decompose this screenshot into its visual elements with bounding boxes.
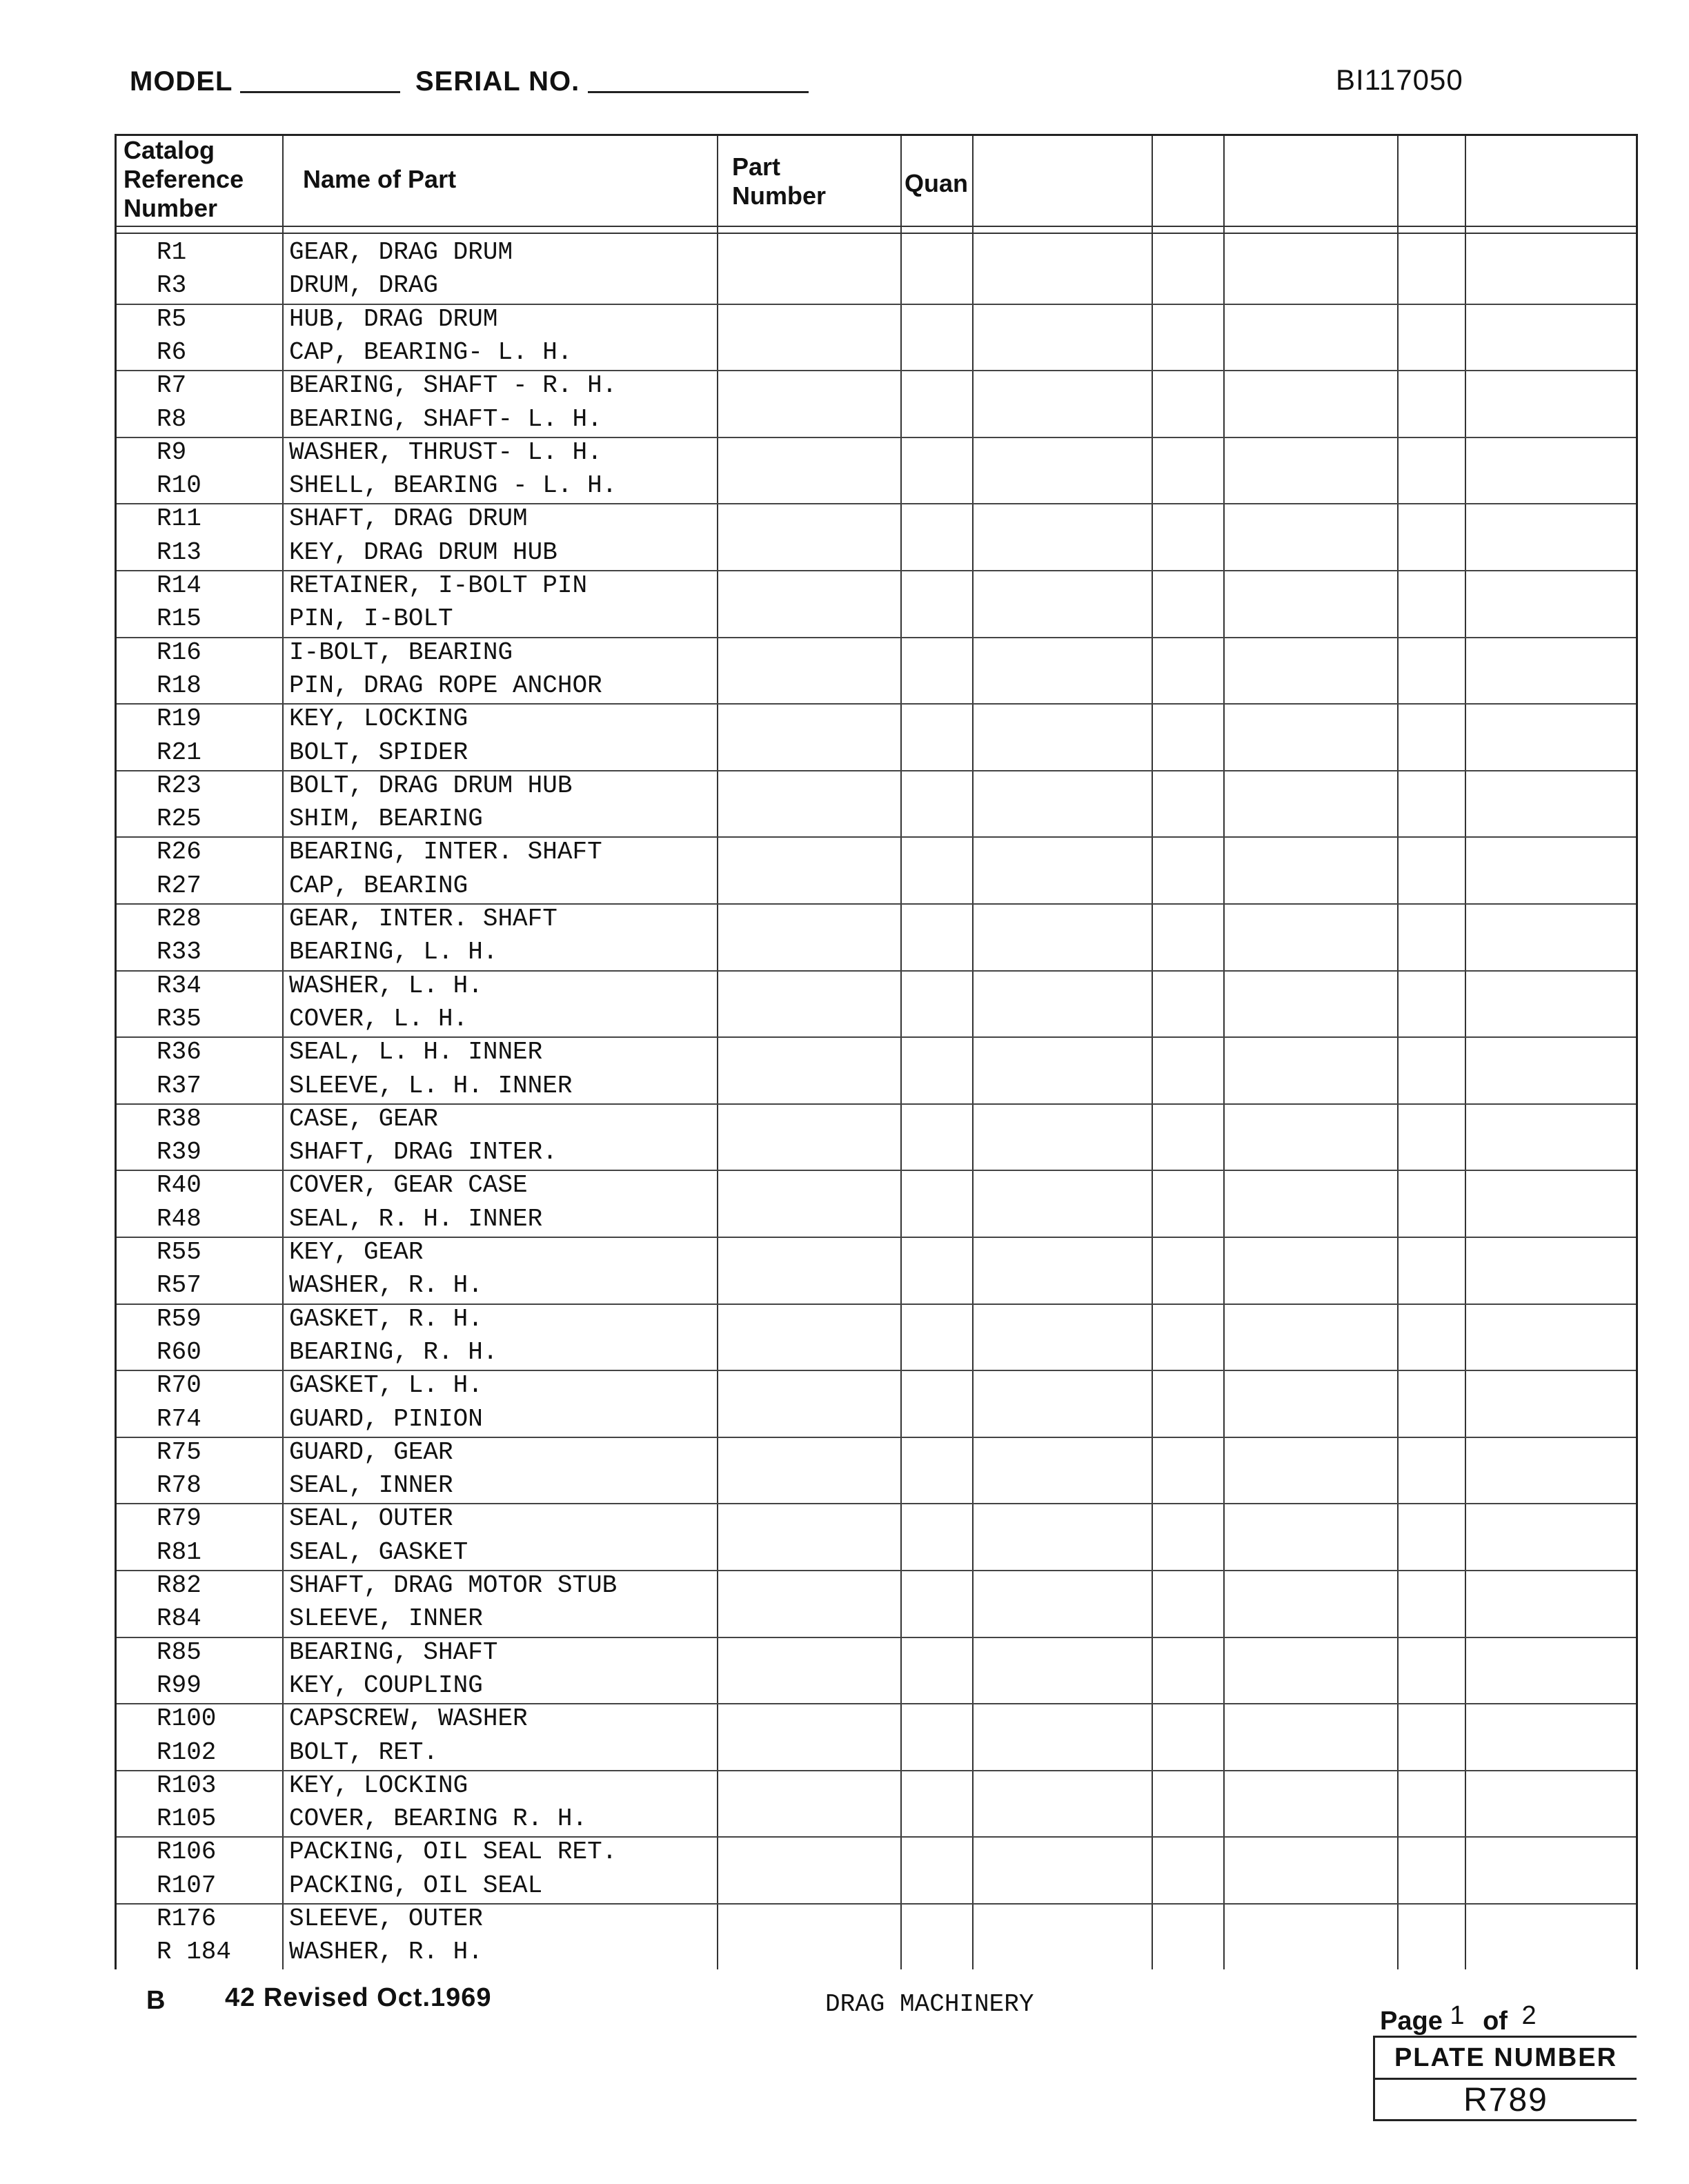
part-name: BEARING, SHAFT- L. H. [289, 404, 602, 433]
part-name: BOLT, SPIDER [289, 738, 468, 767]
row-group-rule [117, 1103, 1636, 1105]
part-name: SEAL, GASKET [289, 1537, 468, 1566]
row-group-rule [117, 437, 1636, 438]
catalog-ref: R25 [157, 805, 201, 834]
part-name: GUARD, PINION [289, 1404, 483, 1433]
model-label: MODEL [130, 66, 233, 97]
part-name: WASHER, L. H. [289, 971, 483, 1000]
column-divider [1223, 136, 1225, 1969]
part-name: KEY, LOCKING [289, 705, 468, 734]
catalog-ref: R13 [157, 538, 201, 567]
catalog-ref: R106 [157, 1838, 217, 1867]
catalog-ref: R82 [157, 1571, 201, 1600]
catalog-ref: R3 [157, 271, 187, 300]
document-number: BI117050 [1336, 63, 1463, 96]
part-name: BEARING, SHAFT - R. H. [289, 371, 618, 400]
part-name: KEY, COUPLING [289, 1671, 483, 1700]
part-name: KEY, DRAG DRUM HUB [289, 538, 557, 567]
catalog-ref: R176 [157, 1905, 217, 1933]
catalog-ref: R34 [157, 971, 201, 1000]
part-name: I-BOLT, BEARING [289, 638, 513, 667]
part-name: HUB, DRAG DRUM [289, 304, 498, 333]
column-header-ref-line: Number [124, 194, 218, 222]
plate-number-value: R789 [1463, 2082, 1548, 2118]
catalog-ref: R33 [157, 938, 201, 967]
row-group-rule [117, 1703, 1636, 1704]
catalog-ref: R18 [157, 671, 201, 700]
catalog-ref: R9 [157, 437, 187, 466]
page-total: 2 [1521, 2001, 1537, 2030]
row-group-rule [117, 770, 1636, 771]
part-name: COVER, L. H. [289, 1004, 468, 1033]
catalog-ref: R5 [157, 304, 187, 333]
part-name: BOLT, RET. [289, 1738, 439, 1767]
catalog-ref: R11 [157, 504, 201, 533]
row-group-rule [117, 836, 1636, 838]
page-indicator [1380, 2001, 1537, 2036]
serial-field-line [588, 91, 809, 93]
part-name: BEARING, R. H. [289, 1337, 498, 1366]
column-header-part-number-line: Number [732, 181, 827, 210]
part-name: SHIM, BEARING [289, 805, 483, 834]
catalog-ref: R105 [157, 1804, 217, 1833]
part-name: CAPSCREW, WASHER [289, 1704, 528, 1733]
part-name: SHAFT, DRAG MOTOR STUB [289, 1571, 618, 1600]
row-group-rule [117, 1170, 1636, 1171]
catalog-ref: R103 [157, 1771, 217, 1800]
catalog-ref: R57 [157, 1271, 201, 1300]
column-divider [1397, 136, 1399, 1969]
column-divider [282, 136, 284, 1969]
row-group-rule [117, 1237, 1636, 1238]
column-divider [717, 136, 718, 1969]
part-name: RETAINER, I-BOLT PIN [289, 571, 588, 600]
catalog-ref: R27 [157, 871, 201, 900]
page-current: 1 [1450, 2001, 1465, 2030]
row-group-rule [117, 1370, 1636, 1371]
row-group-rule [117, 370, 1636, 371]
part-name: CAP, BEARING [289, 871, 468, 900]
plate-number-box [1373, 2036, 1637, 2121]
row-group-rule [117, 1903, 1636, 1905]
page-word: Page [1380, 2007, 1443, 2036]
part-name: CASE, GEAR [289, 1104, 439, 1133]
catalog-ref: R1 [157, 238, 187, 266]
plate-number-label: PLATE NUMBER [1375, 2038, 1637, 2080]
part-name: PACKING, OIL SEAL RET. [289, 1838, 618, 1867]
header-rule [117, 233, 1636, 234]
part-name: WASHER, R. H. [289, 1271, 483, 1300]
part-name: GEAR, DRAG DRUM [289, 238, 513, 266]
row-group-rule [117, 1437, 1636, 1438]
catalog-ref: R23 [157, 771, 201, 800]
part-name: GEAR, INTER. SHAFT [289, 905, 557, 933]
column-header-part-number [732, 153, 826, 210]
row-group-rule [117, 1570, 1636, 1571]
part-name: BOLT, DRAG DRUM HUB [289, 771, 573, 800]
row-group-rule [117, 1503, 1636, 1504]
parts-table [115, 134, 1638, 1969]
part-name: COVER, BEARING R. H. [289, 1804, 588, 1833]
part-name: SLEEVE, L. H. INNER [289, 1071, 573, 1100]
catalog-ref: R21 [157, 738, 201, 767]
row-group-rule [117, 570, 1636, 571]
catalog-ref: R100 [157, 1704, 217, 1733]
part-name: GASKET, R. H. [289, 1304, 483, 1333]
row-group-rule [117, 703, 1636, 705]
header-rule [117, 226, 1636, 227]
column-header-ref-line: Catalog [124, 136, 215, 164]
catalog-ref: R38 [157, 1104, 201, 1133]
catalog-ref: R75 [157, 1437, 201, 1466]
catalog-ref: R60 [157, 1337, 201, 1366]
part-name: SLEEVE, INNER [289, 1604, 483, 1633]
column-header-ref [124, 136, 244, 223]
part-name: WASHER, R. H. [289, 1938, 483, 1967]
part-name: DRUM, DRAG [289, 271, 439, 300]
column-header-part-number-line: Part [732, 153, 781, 181]
part-name: COVER, GEAR CASE [289, 1171, 528, 1200]
row-group-rule [117, 503, 1636, 504]
part-name: KEY, LOCKING [289, 1771, 468, 1800]
row-group-rule [117, 1770, 1636, 1771]
part-name: PACKING, OIL SEAL [289, 1871, 543, 1900]
column-divider [1465, 136, 1466, 1969]
column-divider [1152, 136, 1153, 1969]
catalog-ref: R59 [157, 1304, 201, 1333]
catalog-ref: R107 [157, 1871, 217, 1900]
column-header-name: Name of Part [303, 165, 457, 193]
part-name: CAP, BEARING- L. H. [289, 337, 573, 366]
catalog-ref: R40 [157, 1171, 201, 1200]
catalog-ref: R26 [157, 838, 201, 867]
catalog-ref: R36 [157, 1038, 201, 1067]
catalog-ref: R79 [157, 1504, 201, 1533]
catalog-ref: R14 [157, 571, 201, 600]
part-name: SHELL, BEARING - L. H. [289, 471, 618, 500]
column-header-ref-line: Reference [124, 165, 244, 193]
part-name: BEARING, L. H. [289, 938, 498, 967]
part-name: SEAL, OUTER [289, 1504, 453, 1533]
page-of: of [1483, 2007, 1508, 2036]
part-name: SHAFT, DRAG INTER. [289, 1138, 557, 1167]
catalog-ref: R74 [157, 1404, 201, 1433]
catalog-ref: R15 [157, 604, 201, 633]
part-name: GUARD, GEAR [289, 1437, 453, 1466]
catalog-ref: R35 [157, 1004, 201, 1033]
catalog-ref: R37 [157, 1071, 201, 1100]
catalog-ref: R6 [157, 337, 187, 366]
row-group-rule [117, 304, 1636, 305]
catalog-ref: R39 [157, 1138, 201, 1167]
column-divider [900, 136, 902, 1969]
catalog-ref: R19 [157, 705, 201, 734]
row-group-rule [117, 1637, 1636, 1638]
revision-note: 42 Revised Oct.1969 [225, 1983, 492, 2012]
catalog-ref: R70 [157, 1371, 201, 1400]
row-group-rule [117, 637, 1636, 638]
catalog-ref: R85 [157, 1637, 201, 1666]
section-title: DRAG MACHINERY [825, 1990, 1034, 2018]
catalog-ref: R 184 [157, 1938, 232, 1967]
catalog-ref: R28 [157, 905, 201, 933]
catalog-ref: R84 [157, 1604, 201, 1633]
row-group-rule [117, 970, 1636, 972]
part-name: SEAL, L. H. INNER [289, 1038, 543, 1067]
serial-label: SERIAL NO. [415, 66, 580, 97]
catalog-ref: R81 [157, 1537, 201, 1566]
footer-code: B [146, 1986, 166, 2015]
row-group-rule [117, 1303, 1636, 1305]
row-group-rule [117, 1836, 1636, 1838]
model-field-line [240, 91, 400, 93]
part-name: BEARING, INTER. SHAFT [289, 838, 602, 867]
catalog-ref: R16 [157, 638, 201, 667]
part-name: WASHER, THRUST- L. H. [289, 437, 602, 466]
catalog-ref: R78 [157, 1471, 201, 1500]
catalog-ref: R102 [157, 1738, 217, 1767]
part-name: KEY, GEAR [289, 1238, 424, 1266]
catalog-ref: R8 [157, 404, 187, 433]
part-name: GASKET, L. H. [289, 1371, 483, 1400]
part-name: BEARING, SHAFT [289, 1637, 498, 1666]
part-name: SHAFT, DRAG DRUM [289, 504, 528, 533]
catalog-ref: R99 [157, 1671, 201, 1700]
part-name: SLEEVE, OUTER [289, 1905, 483, 1933]
row-group-rule [117, 903, 1636, 905]
catalog-ref: R55 [157, 1238, 201, 1266]
part-name: PIN, DRAG ROPE ANCHOR [289, 671, 602, 700]
catalog-ref: R7 [157, 371, 187, 400]
part-name: SEAL, R. H. INNER [289, 1204, 543, 1233]
catalog-ref: R10 [157, 471, 201, 500]
column-header-quan: Quan [905, 169, 969, 197]
column-divider [972, 136, 974, 1969]
part-name: SEAL, INNER [289, 1471, 453, 1500]
row-group-rule [117, 1036, 1636, 1038]
part-name: PIN, I-BOLT [289, 604, 453, 633]
catalog-ref: R48 [157, 1204, 201, 1233]
